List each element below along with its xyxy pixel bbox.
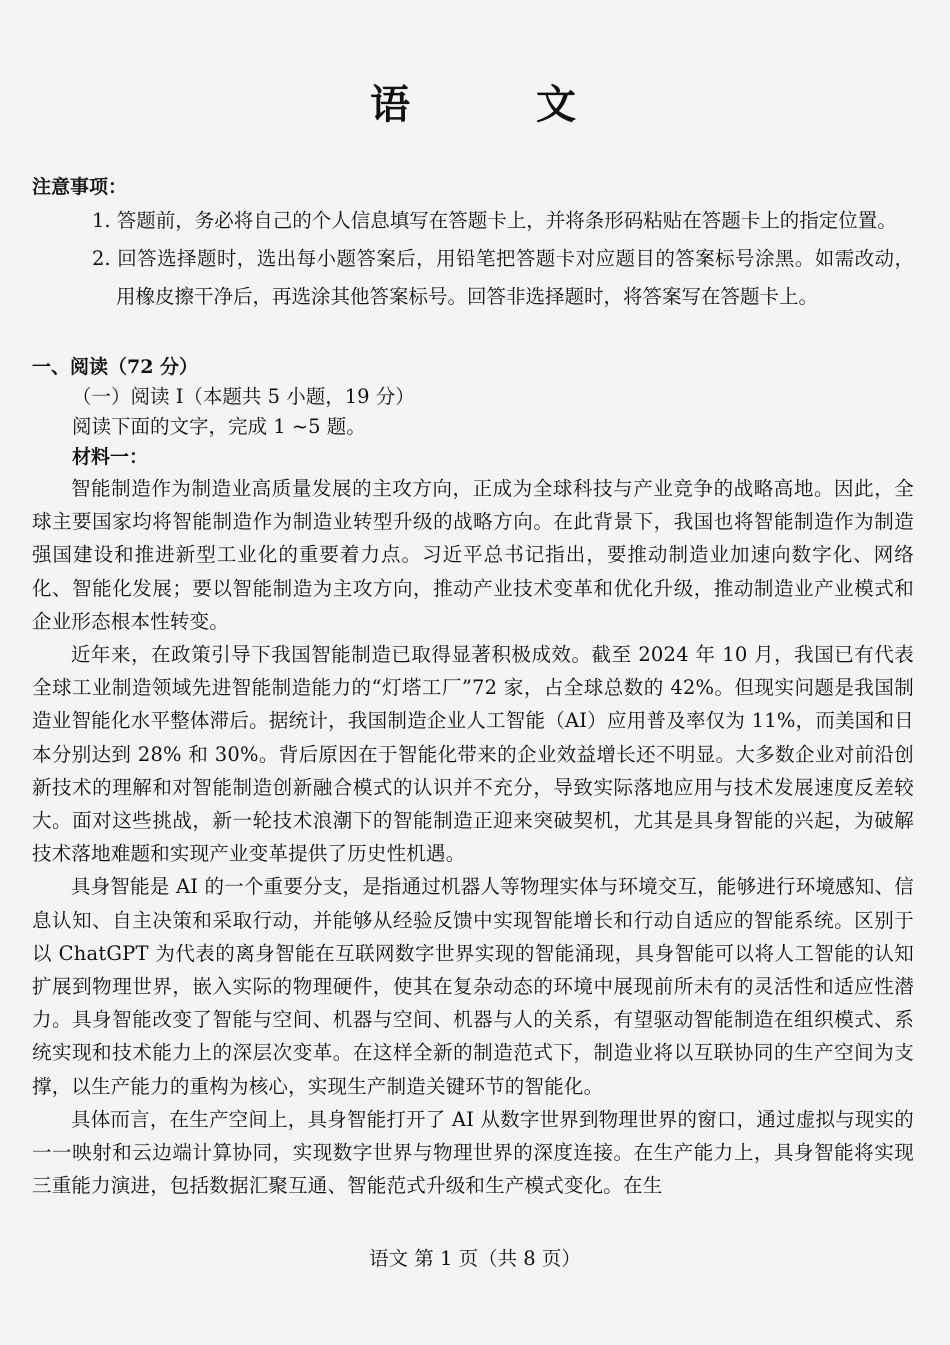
section-heading: 一、阅读（72 分） [32,356,199,378]
reading-instruction: 阅读下面的文字，完成 1 ~5 题。 [72,415,366,438]
reading-section [32,352,914,1202]
notice-item-1: 1. 答题前，务必将自己的个人信息填写在答题卡上，并将条形码粘贴在答题卡上的指定位置。 [92,209,897,232]
paragraph-4: 具体而言，在生产空间上，具身智能打开了 AI 从数字世界到物理世界的窗口，通过虚拟与现实的一一映射和云边端计算协同，实现数字世界与物理世界的深度连接。在生产能力上，具身智能将实现三重能力演进，包括数据汇聚互通、智能范式升级和生产模式变化。在生 [32,1107,914,1198]
paragraph-3: 具身智能是 AI 的一个重要分支，是指通过机器人等物理实体与环境交互，能够进行环境感知、信息认知、自主决策和采取行动，并能够从经验反馈中实现智能增长和行动自适应的智能系统。区别于以 ChatGPT 为代表的离身智能在互联网数字世界实现的智能涌现，具身智能可以将人工智能的认知扩展到物理世界，嵌入实际的物理硬件，使其在复杂动态的环境中展现前所未有的灵活性和适应性潜力。具身智能改变了智能与空间、机器与空间、机器与人的关系，有望驱动智能制造在组织模式、系统实现和技术能力上的深层次变革。在这样全新的制造范式下，制造业将以互联协同的生产空间为支撑，以生产能力的重构为核心，实现生产制造关键环节的智能化。 [32,875,914,1098]
page-footer: 语文 第 1 页（共 8 页） [369,1247,581,1270]
page-title: 语 文 [370,81,632,128]
notice-heading: 注意事项： [32,176,128,198]
notice-block [32,172,914,316]
paragraph-2: 近年来，在政策引导下我国智能制造已取得显著积极成效。截至 2024 年 10 月，我国已有代表全球工业制造领域先进智能制造能力的“灯塔工厂”72 家，占全球总数的 42%。但现实问题是我国制造业智能化水平整体滞后。据统计，我国制造企业人工智能（AI）应用普及率仅为 11%，而美国和日本分别达到 28% 和 30%。背后原因在于智能化带来的企业效益增长还不明显。大多数企业对前沿创新技术的理解和对智能制造创新融合模式的认识并不充分，导致实际落地应用与技术发展速度反差较大。面对这些挑战，新一轮技术浪潮下的智能制造正迎来突破契机，尤其是具身智能的兴起，为破解技术落地难题和实现产业变革提供了历史性机遇。 [32,643,914,866]
notice-item-2: 2. 回答选择题时，选出每小题答案后，用铅笔把答题卡对应题目的答案标号涂黑。如需改动，用橡皮擦干净后，再选涂其他答案标号。回答非选择题时，将答案写在答题卡上。 [92,247,914,308]
paragraph-1: 智能制造作为制造业高质量发展的主攻方向，正成为全球科技与产业竞争的战略高地。因此，全球主要国家均将智能制造作为制造业转型升级的战略方向。在此背景下，我国也将智能制造作为制造强国建设和推进新型工业化的重要着力点。习近平总书记指出，要推动制造业加速向数字化、网络化、智能化发展；要以智能制造为主攻方向，推动产业技术变革和优化升级，推动制造业产业模式和企业形态根本性转变。 [32,477,914,633]
material-label: 材料一： [72,446,149,468]
reading-subheading: （一）阅读 I（本题共 5 小题，19 分） [72,385,415,408]
